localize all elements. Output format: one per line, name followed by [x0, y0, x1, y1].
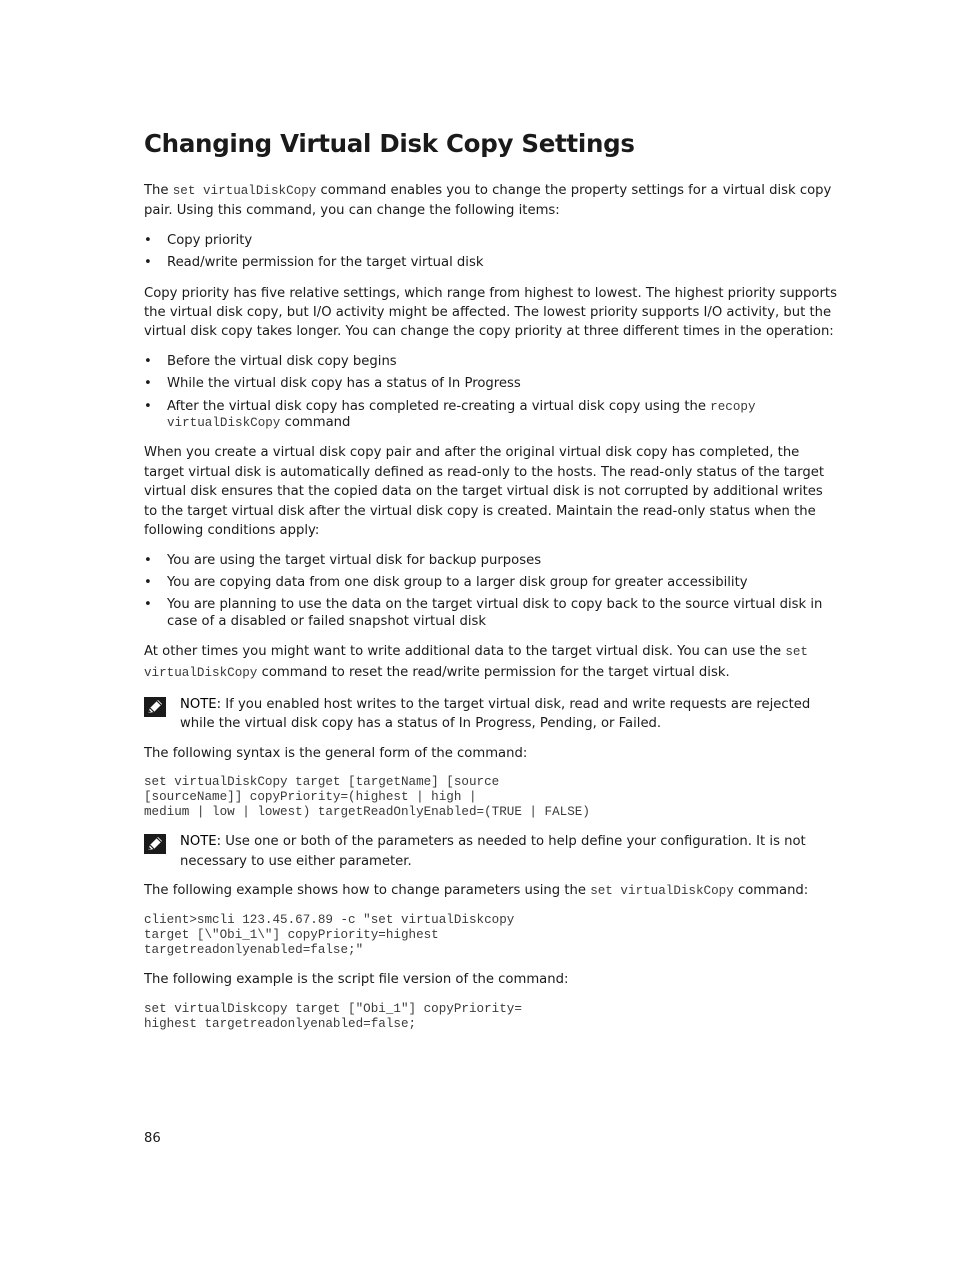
intro-text-start: The: [144, 183, 173, 198]
syntax-intro: The following syntax is the general form of the command:: [144, 745, 528, 761]
list-item: • Read/write permission for the target virtual disk: [144, 255, 840, 271]
conditions-list: [144, 553, 840, 631]
list-item-text: command: [280, 415, 351, 431]
paragraph-text: command to reset the read/write permission for the target virtual disk.: [257, 664, 730, 680]
document-page: [144, 126, 840, 1044]
list-item: • You are using the target virtual disk for backup purposes: [144, 553, 840, 569]
note-block: [144, 832, 840, 871]
example1-intro: [144, 881, 840, 901]
inline-code: recopy virtualDiskCopy: [167, 399, 756, 431]
priority-paragraph: Copy priority has five relative settings, which range from highest to lowest. The highest priority supports the virtual disk copy, but I/O activity might be affected. The lowest priority supports I/O activity, but the virtual disk copy takes longer. You can change the copy priority at three different times in the operation:: [144, 285, 837, 340]
pencil-note-icon: [144, 697, 166, 717]
list-item: • You are copying data from one disk group to a larger disk group for greater accessibility: [144, 575, 840, 591]
inline-code: set virtualDiskCopy: [144, 645, 808, 680]
inline-code: set virtualDiskCopy: [172, 184, 317, 198]
inline-code: set virtualDiskCopy: [590, 883, 734, 898]
page-title: Changing Virtual Disk Copy Settings: [144, 129, 635, 158]
example1-code-block: client>smcli 123.45.67.89 -c "set virtualDiskcopy target [\"Obi_1\"] copyPriority=highest targetreadonlyenabled=false;": [144, 913, 515, 958]
list-item-text: After the virtual disk copy has completed re-creating a virtual disk copy using the: [167, 398, 711, 414]
items-list: [144, 233, 840, 272]
example2-code-block: set virtualDiskcopy target ["Obi_1"] copyPriority= highest targetreadonlyenabled=false;: [144, 1001, 522, 1031]
list-item: • While the virtual disk copy has a status of In Progress: [144, 376, 840, 392]
list-item: • Copy priority: [144, 233, 840, 249]
list-item: • Before the virtual disk copy begins: [144, 354, 840, 370]
paragraph-text: At other times you might want to write additional data to the target virtual disk. You can use the: [144, 644, 786, 660]
note-label: NOTE:: [180, 696, 222, 712]
paragraph-text: command:: [733, 882, 809, 898]
page-number: 86: [144, 1131, 161, 1146]
list-item: • You are planning to use the data on the target virtual disk to copy back to the source virtual disk in case of a disabled or failed snapshot virtual disk: [144, 597, 840, 630]
example2-intro: The following example is the script file version of the command:: [144, 972, 569, 988]
times-list: [144, 354, 840, 432]
syntax-code-block: set virtualDiskCopy target [targetName] [source [sourceName]] copyPriority=(highest | high | medium | low | lowest) targetReadOnlyEnabled=(TRUE | FALSE): [144, 775, 590, 820]
note-label: NOTE:: [180, 834, 222, 850]
pencil-note-icon: [144, 834, 166, 854]
paragraph-text: The following example shows how to change parameters using the: [144, 882, 591, 898]
readonly-paragraph: When you create a virtual disk copy pair and after the original virtual disk copy has completed, the target virtual disk is automatically defined as read-only to the hosts. The read-only status of the target virtual disk ensures that the copied data on the target virtual disk is not corrupted by additional writes to the target virtual disk after the virtual disk copy is created. Maintain the read-only status when the following conditions apply:: [144, 445, 824, 539]
intro-paragraph: [144, 181, 840, 221]
note-text: If you enabled host writes to the target virtual disk, read and write requests are rejected while the virtual disk copy has a status of In Progress, Pending, or Failed.: [180, 696, 811, 732]
note-block: [144, 695, 840, 734]
other-paragraph: [144, 642, 840, 683]
intro-text-end: command enables you to change the property settings for a virtual disk copy pair. Using this command, you can change the following items:: [144, 183, 832, 219]
list-item: [144, 399, 840, 432]
note-text: Use one or both of the parameters as needed to help define your configuration. It is not necessary to use either parameter.: [180, 834, 806, 869]
